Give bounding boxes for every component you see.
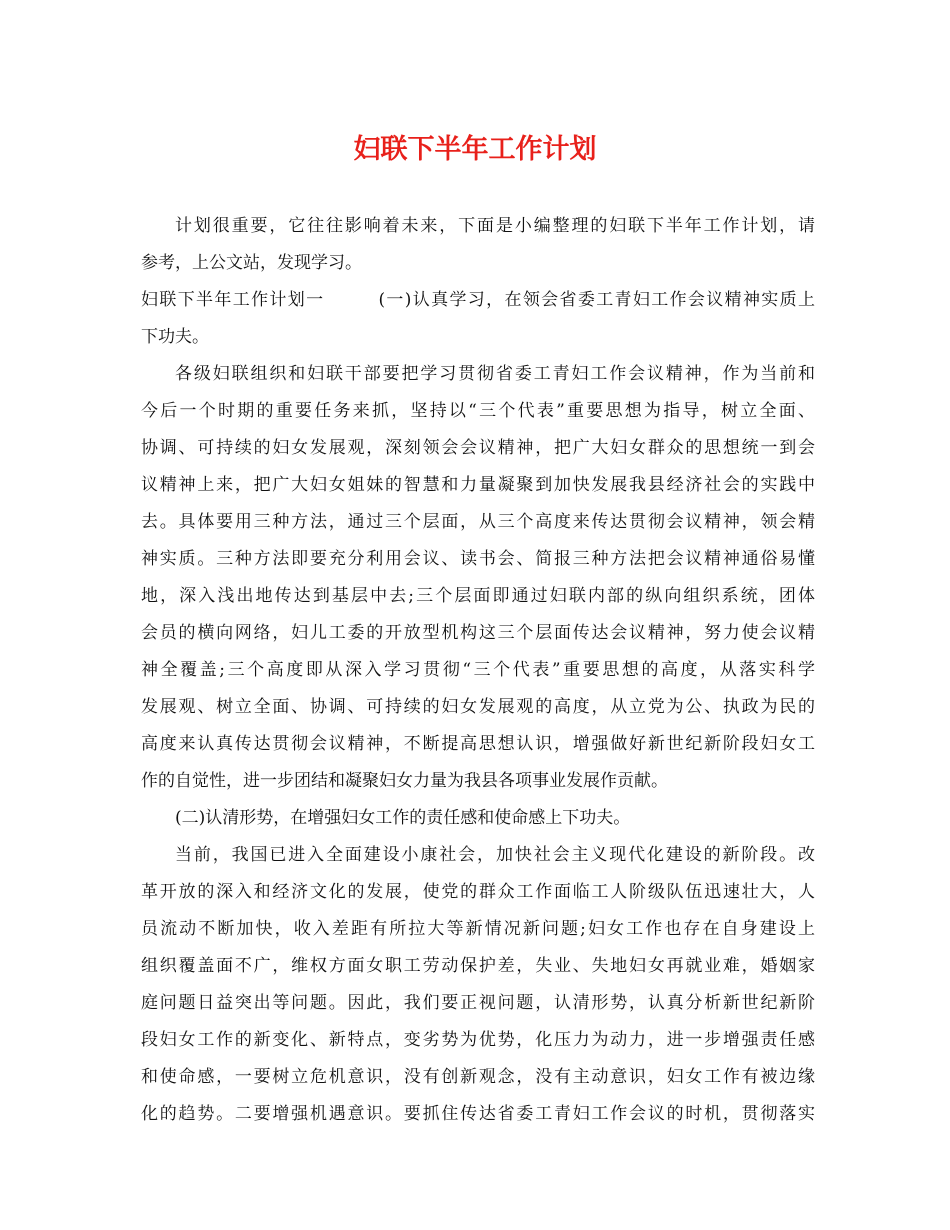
paragraph-section-2-heading — [141, 800, 815, 837]
paragraph-plan-heading — [141, 282, 815, 356]
text-line: 化的趋势。二要增强机遇意识。要抓住传达省委工青妇工作会议的时机，贯彻落实 — [141, 1104, 815, 1124]
text-line: 参考，上公文站，发现学习。 — [141, 253, 362, 273]
text-line: 发展观、树立全面、协调、可持续的妇女发展观的高度，从立党为公、执政为民的 — [141, 697, 815, 717]
text-line: 和使命感，一要树立危机意识，没有创新观念，没有主动意识，妇女工作有被边缘 — [141, 1067, 815, 1087]
text-line: 神实质。三种方法即要充分利用会议、读书会、简报三种方法把会议精神通俗易懂 — [141, 549, 815, 569]
text-line: 计划很重要，它往往影响着未来，下面是小编整理的妇联下半年工作计划，请 — [175, 216, 815, 236]
paragraph-situation — [141, 837, 815, 1133]
text-line: 地，深入浅出地传达到基层中去;三个层面即通过妇联内部的纵向组织系统，团体 — [141, 586, 815, 606]
document-body — [141, 208, 815, 1133]
text-line: 段妇女工作的新变化、新特点，变劣势为优势，化压力为动力，进一步增强责任感 — [141, 1030, 815, 1050]
text-line: 会员的横向网络，妇儿工委的开放型机构这三个层面传达会议精神，努力使会议精 — [141, 623, 815, 643]
text-line: 组织覆盖面不广，维权方面女职工劳动保护差，失业、失地妇女再就业难，婚姻家 — [141, 956, 815, 976]
text-line: 议精神上来，把广大妇女姐妹的智慧和力量凝聚到加快发展我县经济社会的实践中 — [141, 475, 815, 495]
text-line: 员流动不断加快，收入差距有所拉大等新情况新问题;妇女工作也存在自身建设上 — [141, 919, 815, 939]
text-line: 作的自觉性，进一步团结和凝聚妇女力量为我县各项事业发展作贡献。 — [141, 771, 668, 791]
plan-heading: 妇联下半年工作计划一 — [141, 290, 325, 310]
section-heading: (二)认清形势，在增强妇女工作的责任感和使命感上下功夫。 — [175, 808, 631, 828]
text-line: 下功夫。 — [141, 327, 209, 347]
plan-heading-line — [141, 282, 815, 319]
text-line: 当前，我国已进入全面建设小康社会，加快社会主义现代化建设的新阶段。改 — [175, 845, 815, 865]
plan-item-1-heading: (一)认真学习，在领会省委工青妇工作会议精神实质上 — [378, 290, 815, 310]
paragraph-study — [141, 356, 815, 800]
text-line: 各级妇联组织和妇联干部要把学习贯彻省委工青妇工作会议精神，作为当前和 — [175, 364, 815, 384]
paragraph-intro — [141, 208, 815, 282]
text-line: 协调、可持续的妇女发展观，深刻领会会议精神，把广大妇女群众的思想统一到会 — [141, 438, 815, 458]
document-title: 妇联下半年工作计划 — [353, 134, 597, 165]
text-line: 神全覆盖;三个高度即从深入学习贯彻“三个代表”重要思想的高度，从落实科学 — [141, 660, 815, 680]
text-line: 革开放的深入和经济文化的发展，使党的群众工作面临工人阶级队伍迅速壮大，人 — [141, 882, 815, 902]
text-line: 去。具体要用三种方法，通过三个层面，从三个高度来传达贯彻会议精神，领会精 — [141, 512, 815, 532]
text-line: 今后一个时期的重要任务来抓，坚持以“三个代表”重要思想为指导，树立全面、 — [141, 401, 815, 421]
text-line: 高度来认真传达贯彻会议精神，不断提高思想认识，增强做好新世纪新阶段妇女工 — [141, 734, 815, 754]
text-line: 庭问题日益突出等问题。因此，我们要正视问题，认清形势，认真分析新世纪新阶 — [141, 993, 815, 1013]
